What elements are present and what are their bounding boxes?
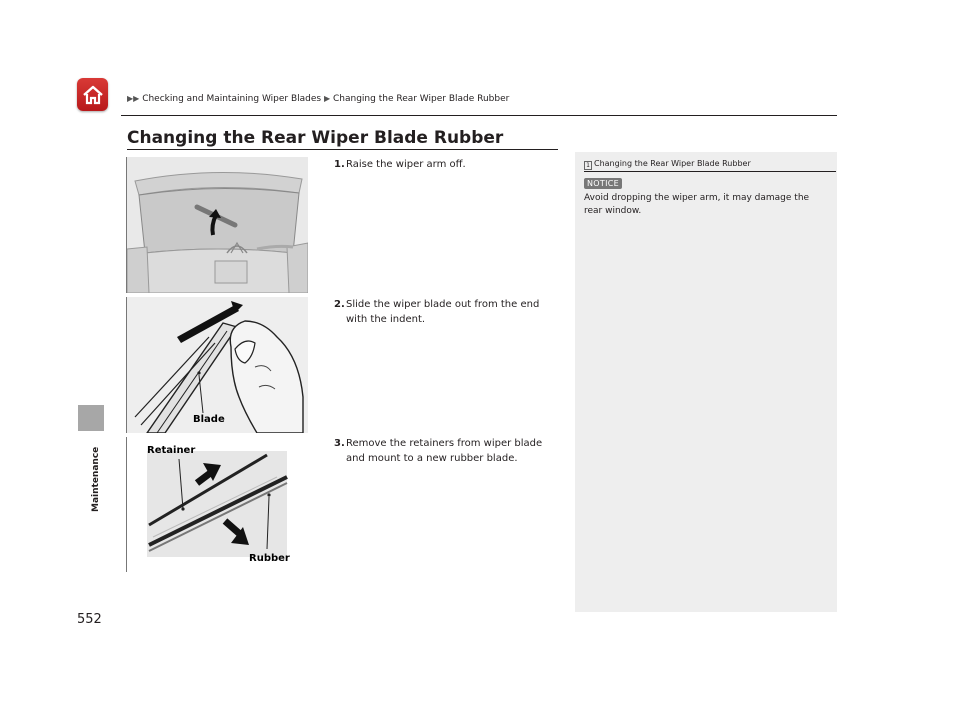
page-number: 552: [77, 612, 102, 627]
blade-slide-illustration: [127, 297, 308, 433]
step-2: [334, 297, 560, 327]
rear-window-illustration: [127, 157, 308, 293]
home-button[interactable]: [77, 78, 108, 111]
breadcrumb-section[interactable]: Checking and Maintaining Wiper Blades: [142, 94, 322, 104]
step-1: [334, 157, 560, 172]
note-panel: [575, 152, 837, 612]
note-heading: 1 Changing the Rear Wiper Blade Rubber: [584, 159, 751, 170]
step-text: Raise the wiper arm off.: [346, 159, 466, 170]
retainer-rubber-illustration: [127, 437, 308, 572]
section-tab: [78, 405, 104, 431]
step-number: 1.: [334, 159, 345, 170]
blade-label: Blade: [193, 414, 225, 425]
note-marker-icon: 1: [584, 161, 592, 170]
rubber-label: Rubber: [249, 553, 290, 564]
note-text: Avoid dropping the wiper arm, it may damage the rear window.: [584, 193, 810, 216]
home-icon: [82, 85, 104, 105]
step-number: 2.: [334, 299, 345, 310]
breadcrumb-arrow-icon: ▶: [323, 94, 331, 103]
step-number: 3.: [334, 438, 345, 449]
breadcrumb: [127, 94, 509, 104]
breadcrumb-current: Changing the Rear Wiper Blade Rubber: [333, 94, 510, 104]
section-label: Maintenance: [91, 446, 101, 512]
header-divider: [121, 115, 837, 116]
step-text: Remove the retainers from wiper blade and mount to a new rubber blade.: [346, 438, 543, 464]
page-title: Changing the Rear Wiper Blade Rubber: [127, 128, 504, 148]
notice-badge: NOTICE: [584, 178, 622, 189]
retainer-label: Retainer: [147, 445, 196, 456]
figure-raise-wiper-arm: [126, 157, 308, 293]
note-divider: [584, 171, 836, 172]
title-divider: [127, 149, 558, 150]
step-text: Slide the wiper blade out from the end with the indent.: [346, 299, 540, 325]
figure-slide-blade: [126, 297, 308, 433]
step-3: [334, 436, 560, 466]
figure-retainer-rubber: [126, 437, 308, 572]
breadcrumb-arrow-icon: ▶▶: [127, 94, 140, 103]
